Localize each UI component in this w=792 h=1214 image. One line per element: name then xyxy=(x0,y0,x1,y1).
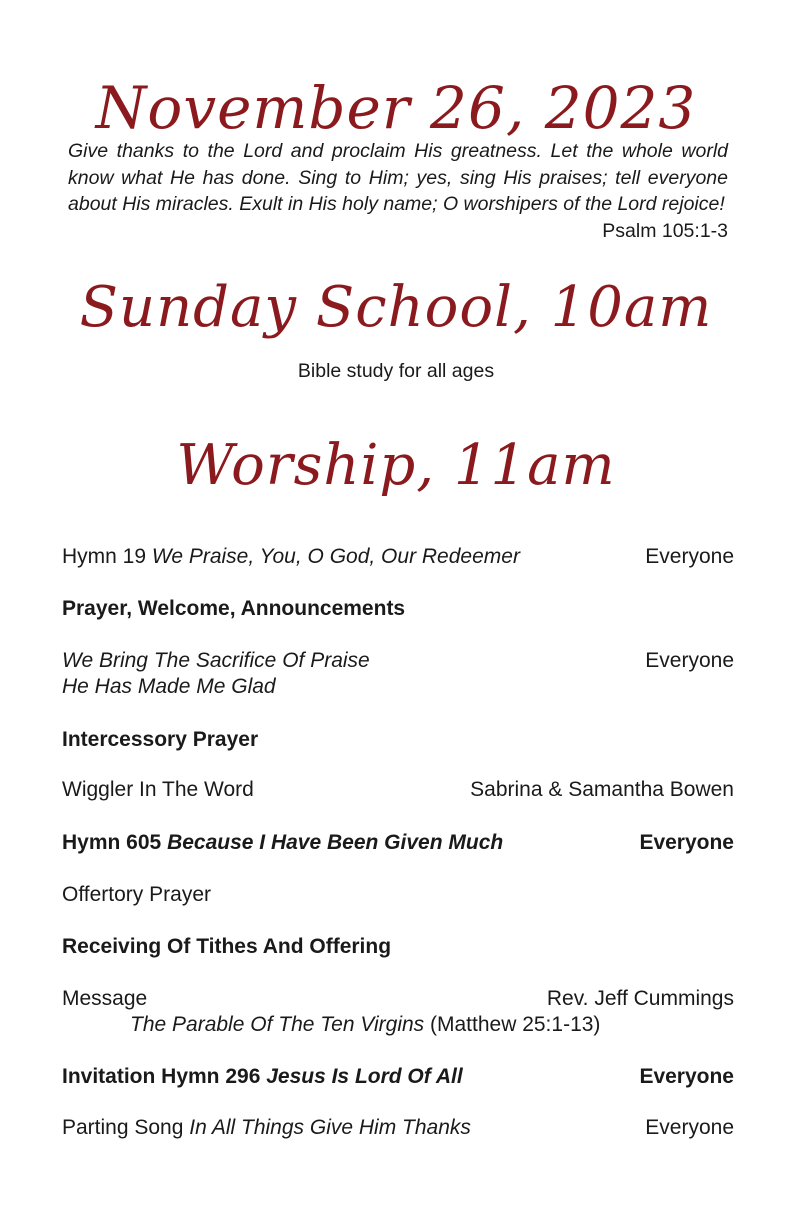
item-label: Offertory Prayer xyxy=(62,883,211,906)
service-item-prayer-welcome xyxy=(62,596,734,622)
service-item-offertory-prayer xyxy=(62,882,734,908)
verse-text: Give thanks to the Lord and proclaim His greatness. Let the whole world know what He has done. Sing to Him; yes, sing His praises; tell everyone about His miracles. Exult in His holy name; O worshipers of the Lord rejoice! xyxy=(68,140,728,215)
service-item-hymn-605 xyxy=(62,830,734,856)
service-item-intercessory-prayer xyxy=(62,727,734,753)
item-title: In All Things Give Him Thanks xyxy=(189,1116,471,1139)
item-label: Intercessory Prayer xyxy=(62,728,259,751)
item-prefix: Hymn 19 xyxy=(62,545,152,568)
item-title: We Praise, You, O God, Our Redeemer xyxy=(151,545,520,568)
service-item-praise-songs xyxy=(62,648,734,674)
verse-reference: Psalm 105:1-3 xyxy=(602,219,728,242)
worship-title: Worship, 11am xyxy=(176,433,616,498)
item-prefix: Hymn 605 xyxy=(62,831,168,854)
item-label: Wiggler In The Word xyxy=(62,778,254,801)
service-item-praise-songs-second: He Has Made Me Glad xyxy=(62,675,276,698)
service-item-parting-song xyxy=(62,1115,734,1141)
sermon-line xyxy=(130,1012,600,1038)
service-item-wiggler xyxy=(62,777,734,803)
item-prefix: Parting Song xyxy=(62,1116,190,1139)
scripture-verse xyxy=(68,138,728,244)
item-leader: Everyone xyxy=(645,1116,734,1139)
item-leader: Everyone xyxy=(639,831,734,854)
service-item-tithes xyxy=(62,934,734,960)
sunday-school-title: Sunday School, 10am xyxy=(79,275,713,340)
item-title: Because I Have Been Given Much xyxy=(167,831,504,854)
item-label: Prayer, Welcome, Announcements xyxy=(62,597,406,620)
item-title: Jesus Is Lord Of All xyxy=(266,1065,463,1088)
sermon-title: The Parable Of The Ten Virgins xyxy=(130,1013,425,1036)
item-leader: Everyone xyxy=(639,1065,734,1088)
item-leader: Sabrina & Samantha Bowen xyxy=(470,778,734,801)
date-title: November 26, 2023 xyxy=(95,74,697,142)
item-label: Receiving Of Tithes And Offering xyxy=(62,935,392,958)
service-item-hymn-19 xyxy=(62,544,734,570)
sermon-reference: (Matthew 25:1-13) xyxy=(424,1013,601,1036)
item-label: Message xyxy=(62,987,148,1010)
sunday-school-subtitle: Bible study for all ages xyxy=(297,360,495,382)
service-item-message xyxy=(62,986,734,1012)
item-leader: Rev. Jeff Cummings xyxy=(546,987,734,1010)
item-leader: Everyone xyxy=(645,545,734,568)
item-title: We Bring The Sacrifice Of Praise xyxy=(62,649,370,672)
service-item-invitation-hymn xyxy=(62,1064,734,1090)
item-leader: Everyone xyxy=(645,649,734,672)
item-prefix: Invitation Hymn 296 xyxy=(62,1065,267,1088)
